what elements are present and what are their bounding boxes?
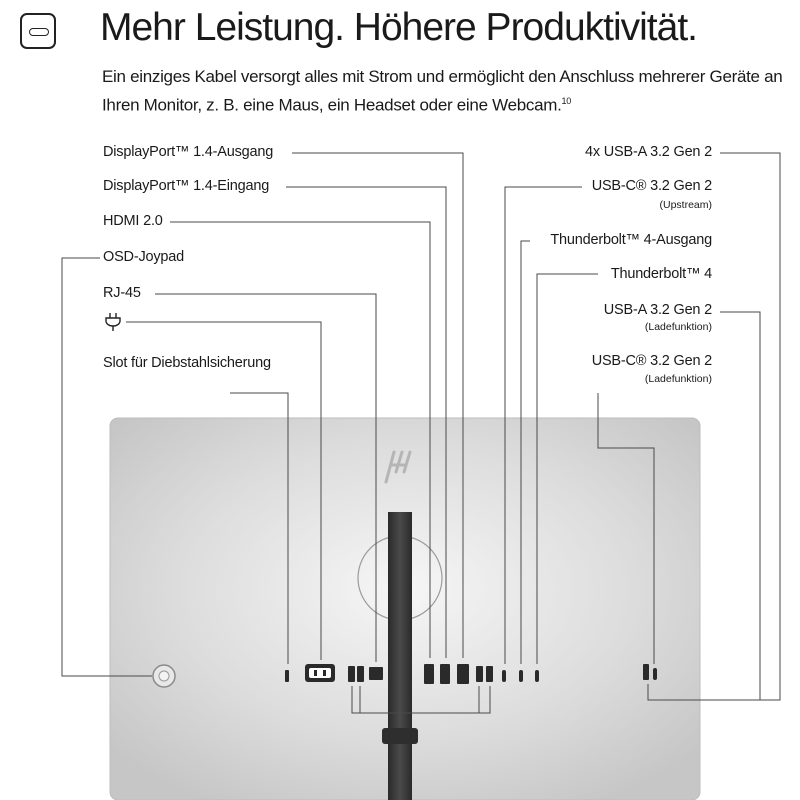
label-usb-c-charging-sub: (Ladefunktion) (644, 373, 712, 385)
usb-c-charge-port (653, 668, 657, 680)
label-usb-c-upstream: USB-C® 3.2 Gen 2 (591, 178, 712, 194)
label-usb-c-charging: USB-C® 3.2 Gen 2 (591, 353, 712, 369)
label-lock-slot: Slot für Diebstahlsicherung (103, 355, 271, 371)
rj45-port (369, 667, 383, 680)
power-plug-icon (103, 312, 123, 332)
thunderbolt-port (535, 670, 539, 682)
label-usb-a-charging-sub: (Ladefunktion) (644, 321, 712, 333)
page-title: Mehr Leistung. Höhere Produktivität. (100, 6, 697, 49)
dp-out-port (457, 664, 469, 684)
label-usb-c-upstream-sub: (Upstream) (659, 199, 712, 211)
hdmi-port (424, 664, 434, 684)
usb-a-port (486, 666, 493, 682)
usb-a-port (476, 666, 483, 682)
stand-clip (382, 728, 418, 744)
osd-joypad (153, 665, 175, 687)
label-displayport-out: DisplayPort™ 1.4-Ausgang (103, 144, 274, 160)
page-subtitle: Ein einziges Kabel versorgt alles mit Strom und ermöglicht den Anschluss mehrerer Geräte an Ihren Monitor, z. B. eine Maus, ein Headset oder eine Webcam.$^{10}$ (102, 67, 783, 115)
label-rj45: RJ-45 (103, 285, 141, 301)
thunderbolt-out-port (519, 670, 523, 682)
stand-neck (388, 512, 412, 800)
dp-in-port (440, 664, 450, 684)
label-thunderbolt-out: Thunderbolt™ 4-Ausgang (550, 232, 712, 248)
usb-a-charge-port (643, 664, 649, 680)
label-osd-joypad: OSD-Joypad (103, 249, 185, 265)
label-displayport-in: DisplayPort™ 1.4-Eingang (103, 178, 270, 194)
usb-a-port (348, 666, 355, 682)
label-usb-a-charging: USB-A 3.2 Gen 2 (603, 302, 712, 318)
lock-slot (285, 670, 289, 682)
label-hdmi: HDMI 2.0 (103, 213, 163, 229)
label-thunderbolt: Thunderbolt™ 4 (610, 266, 712, 282)
usb-c-up-port (502, 670, 506, 682)
label-usb-a-4x: 4x USB-A 3.2 Gen 2 (585, 144, 712, 160)
usb-a-port (357, 666, 364, 682)
footnote-marker: 10 (561, 96, 571, 106)
